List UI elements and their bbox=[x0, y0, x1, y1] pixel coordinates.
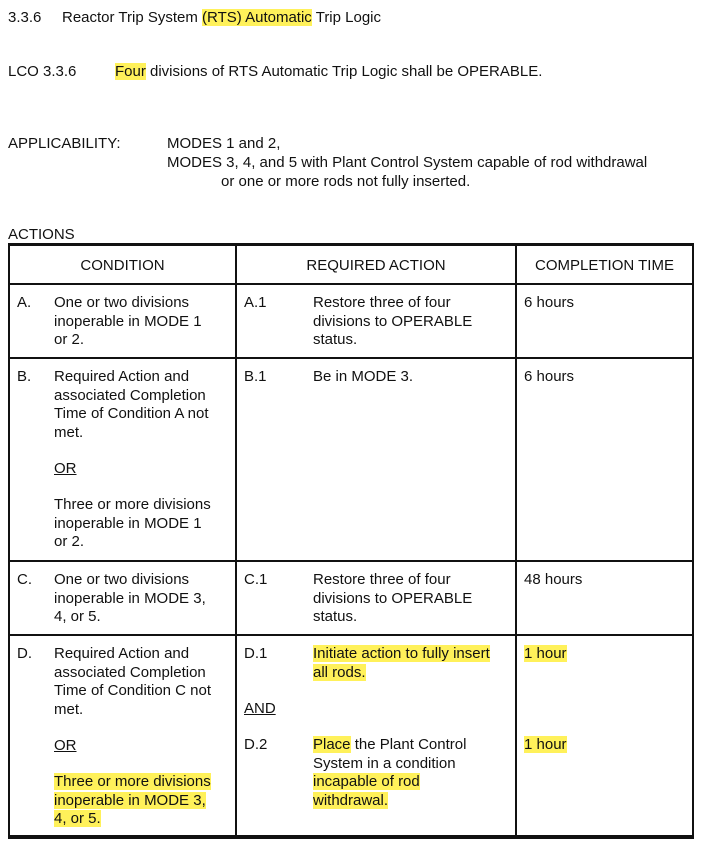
row-divider-b bbox=[8, 560, 694, 562]
row-c-action-id: C.1 bbox=[244, 571, 268, 588]
row-a-condition-line: One or two divisions bbox=[54, 294, 190, 311]
header-required-action: REQUIRED ACTION bbox=[306, 257, 446, 274]
row-b-condition-line: Required Action and bbox=[54, 368, 190, 385]
row-b-action-id: B.1 bbox=[244, 368, 267, 385]
row-d-condition-line: associated Completion bbox=[54, 663, 206, 681]
applicability-line-1: MODES 1 and 2, bbox=[167, 135, 281, 152]
row-a-action-line: divisions to OPERABLE bbox=[313, 312, 473, 330]
row-c-action-line: status. bbox=[313, 608, 358, 625]
row-d-condition-line: Time of Condition C not bbox=[54, 682, 212, 699]
header-divider bbox=[8, 283, 694, 285]
row-d-condition-line: met. bbox=[54, 700, 84, 718]
row-c-time: 48 hours bbox=[524, 571, 583, 588]
row-d-action2 bbox=[313, 736, 466, 810]
row-a-action bbox=[313, 294, 472, 350]
column-divider-1 bbox=[235, 243, 237, 837]
row-d-condition-alt bbox=[54, 773, 211, 829]
row-a-condition-line: or 2. bbox=[54, 331, 85, 348]
row-c-action-line: divisions to OPERABLE bbox=[313, 589, 473, 607]
row-d-time1 bbox=[524, 645, 567, 664]
title-text-after: Trip Logic bbox=[311, 9, 382, 26]
row-d-action2-line1-rest: the Plant Control bbox=[350, 736, 467, 753]
title-text-before: Reactor Trip System bbox=[62, 9, 203, 26]
row-d-condition-line: Required Action and bbox=[54, 645, 190, 662]
row-d-action2-line2: System in a condition bbox=[313, 754, 456, 772]
actions-label: ACTIONS bbox=[8, 226, 75, 243]
row-d-condition bbox=[54, 645, 211, 719]
row-d-action2-highlight: Place bbox=[313, 736, 351, 753]
row-b-or-connector: OR bbox=[54, 460, 77, 477]
row-d-letter: D. bbox=[17, 645, 32, 662]
row-b-condition-line: met. bbox=[54, 423, 84, 441]
lco-text: divisions of RTS Automatic Trip Logic shall be OPERABLE. bbox=[145, 63, 543, 80]
table-top-rule bbox=[8, 243, 694, 246]
lco-statement bbox=[8, 63, 542, 82]
row-c-condition-line: inoperable in MODE 3, bbox=[54, 589, 206, 607]
section-number: 3.3.6 bbox=[8, 9, 42, 26]
applicability-line-2: MODES 3, 4, and 5 with Plant Control System capable of rod withdrawal bbox=[167, 154, 648, 171]
title-highlight: (RTS) Automatic bbox=[202, 9, 312, 26]
row-b-condition-alt-line: or 2. bbox=[54, 533, 85, 550]
row-a-condition-line: inoperable in MODE 1 bbox=[54, 312, 202, 330]
row-d-time1-text: 1 hour bbox=[524, 645, 567, 662]
table-bottom-rule bbox=[8, 835, 694, 839]
row-a-time: 6 hours bbox=[524, 294, 575, 311]
header-completion-time: COMPLETION TIME bbox=[535, 257, 674, 274]
header-condition: CONDITION bbox=[80, 257, 165, 274]
actions-table bbox=[8, 243, 694, 838]
table-left-border bbox=[8, 243, 10, 837]
row-b-condition-alt-line: inoperable in MODE 1 bbox=[54, 514, 202, 532]
row-divider-a bbox=[8, 357, 694, 359]
row-d-condition-alt-line: inoperable in MODE 3, bbox=[54, 791, 206, 809]
applicability-label: APPLICABILITY: bbox=[8, 135, 121, 152]
row-b-condition-alt-line: Three or more divisions bbox=[54, 496, 211, 513]
row-a-action-line: status. bbox=[313, 331, 358, 348]
row-b-condition bbox=[54, 368, 209, 442]
row-d-condition-alt-line: Three or more divisions bbox=[54, 773, 211, 790]
row-c-condition-line: One or two divisions bbox=[54, 571, 190, 588]
row-b-time: 6 hours bbox=[524, 368, 575, 385]
row-d-time2-text: 1 hour bbox=[524, 736, 567, 753]
row-a-action-id: A.1 bbox=[244, 294, 267, 311]
lco-highlight: Four bbox=[115, 63, 146, 80]
row-d-action1-id: D.1 bbox=[244, 645, 268, 662]
table-right-border bbox=[692, 243, 694, 837]
row-d-action1-line: all rods. bbox=[313, 663, 366, 681]
row-d-action2-line3: incapable of rod bbox=[313, 773, 420, 790]
row-d-action1-line: Initiate action to fully insert bbox=[313, 645, 490, 662]
applicability-line-3: or one or more rods not fully inserted. bbox=[221, 173, 471, 190]
row-b-condition-alt bbox=[54, 496, 211, 552]
row-divider-c bbox=[8, 634, 694, 636]
column-divider-2 bbox=[515, 243, 517, 837]
row-c-action bbox=[313, 571, 472, 627]
row-b-letter: B. bbox=[17, 368, 32, 385]
row-b-condition-line: associated Completion bbox=[54, 386, 206, 404]
row-a-action-line: Restore three of four bbox=[313, 294, 451, 311]
row-d-action2-line4: withdrawal. bbox=[313, 791, 389, 809]
lco-label: LCO 3.3.6 bbox=[8, 63, 77, 80]
row-c-condition-line: 4, or 5. bbox=[54, 608, 101, 625]
row-b-action: Be in MODE 3. bbox=[313, 368, 414, 385]
row-d-and-connector: AND bbox=[244, 700, 276, 717]
row-d-action2-id: D.2 bbox=[244, 736, 268, 753]
row-c-condition bbox=[54, 571, 206, 627]
row-a-condition bbox=[54, 294, 202, 350]
row-c-action-line: Restore three of four bbox=[313, 571, 451, 588]
row-d-or-connector: OR bbox=[54, 737, 77, 754]
row-d-time2 bbox=[524, 736, 567, 755]
row-d-condition-alt-line: 4, or 5. bbox=[54, 810, 101, 827]
row-a-letter: A. bbox=[17, 294, 32, 311]
row-b-condition-line: Time of Condition A not bbox=[54, 405, 209, 422]
section-title bbox=[8, 9, 381, 28]
row-d-action1 bbox=[313, 645, 490, 682]
row-c-letter: C. bbox=[17, 571, 32, 588]
